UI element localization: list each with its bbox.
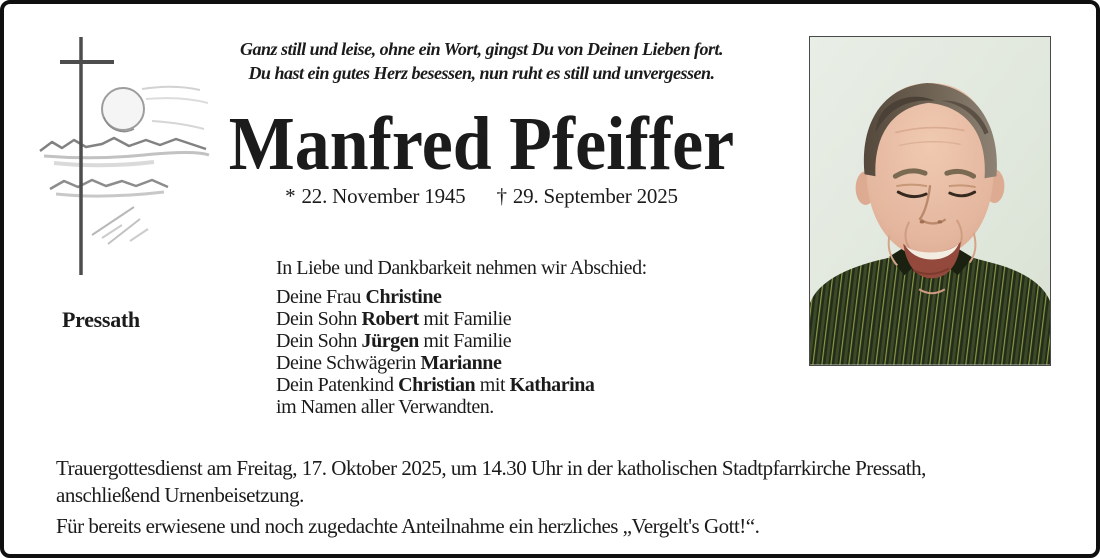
place-label: Pressath xyxy=(62,307,140,332)
mourner-line xyxy=(276,330,647,352)
service-info xyxy=(56,455,1066,540)
birth-star-icon: * xyxy=(285,184,296,208)
birth-date-group xyxy=(285,184,465,209)
portrait-photo xyxy=(809,36,1051,366)
mourner-suffix: mit Familie xyxy=(418,330,512,352)
mourner-name: Robert xyxy=(361,308,419,330)
thanks-line: Für bereits erwiesene und noch zugedachte Anteilnahme ein herzliches „Vergelt's Gott!“. xyxy=(56,514,760,538)
mourner-relation: Dein Sohn xyxy=(276,330,362,352)
portrait-man-smiling xyxy=(810,37,1050,365)
mourner-name: Christine xyxy=(365,286,442,308)
mourner-relation: Dein Sohn xyxy=(276,308,362,330)
mourner-relation: Dein Patenkind xyxy=(276,374,399,396)
mourner-connector: mit xyxy=(475,374,510,396)
birth-date: 22. November 1945 xyxy=(301,184,466,208)
mourner-name: Christian xyxy=(398,374,476,396)
farewell-intro: In Liebe und Dankbarkeit nehmen wir Abschied: xyxy=(276,257,647,279)
epitaph-line-1: Ganz still und leise, ohne ein Wort, gingst Du von Deinen Lieben fort. xyxy=(240,39,723,59)
mourner-line xyxy=(276,308,647,330)
farewell-closing: im Namen aller Verwandten. xyxy=(276,396,494,418)
mourner-line xyxy=(276,286,647,308)
life-dates xyxy=(159,184,804,209)
death-dagger-icon: † xyxy=(496,184,507,208)
mourner-name-2: Katharina xyxy=(509,374,595,396)
death-date-group xyxy=(497,184,678,209)
service-line-2: anschließend Urnenbeisetzung. xyxy=(56,483,304,507)
deceased-name: Manfred Pfeiffer xyxy=(228,102,735,186)
mourner-line xyxy=(276,352,647,374)
mourner-name: Jürgen xyxy=(361,330,419,352)
mourner-relation: Deine Frau xyxy=(276,286,366,308)
mourner-name: Marianne xyxy=(420,352,502,374)
service-line-1: Trauergottesdienst am Freitag, 17. Oktober 2025, um 14.30 Uhr in der katholischen Stadtpfarrkirche Pressath, xyxy=(56,456,926,480)
mourner-suffix: mit Familie xyxy=(418,308,512,330)
mourner-relation: Deine Schwägerin xyxy=(276,352,421,374)
mourner-line xyxy=(276,374,647,396)
farewell-block xyxy=(276,257,647,418)
epitaph-verse xyxy=(159,37,804,85)
epitaph-line-2: Du hast ein gutes Herz besessen, nun ruht es still und unvergessen. xyxy=(248,63,715,83)
death-date: 29. September 2025 xyxy=(512,184,678,208)
